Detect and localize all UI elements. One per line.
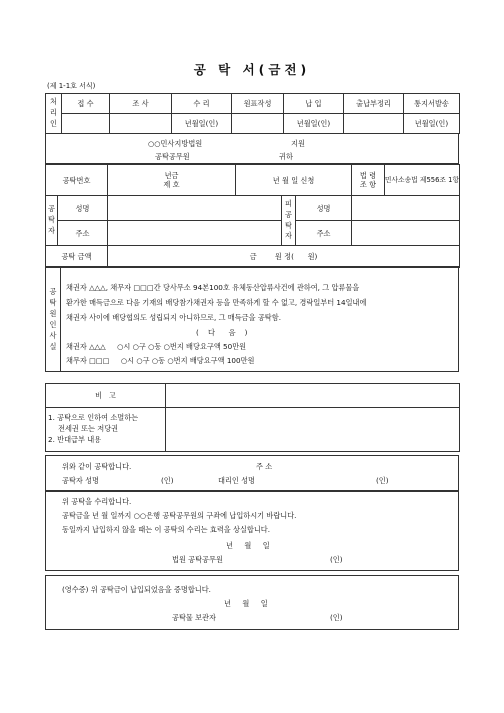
law-article-value: 민사소송법 제556조 1항 [384, 175, 460, 184]
acceptance-officer: 법원 공탁공무원 [172, 555, 223, 564]
depositor-address-label: 주소 [58, 221, 108, 246]
depositee-name-value [352, 196, 460, 221]
cause-line-2: 환가한 매득금으로 다음 기재의 배당참가채권자 등을 만족하게 할 수 없고, 경락일부터 14일내에 [66, 298, 367, 307]
processor-label: 처 리 인 [46, 94, 62, 134]
remarks-label: 비 고 [46, 384, 166, 408]
deposit-number-label: 공탁번호 [46, 165, 108, 196]
addressee-block [45, 133, 459, 164]
col-accept: 수 리 [172, 94, 232, 114]
acceptance-line-3: 동일까지 납입하지 않을 때는 이 공탁의 수리는 효력을 상실합니다. [62, 525, 271, 534]
acceptance-line-2: 공탁금을 년 월 일까지 ○○은행 공탁공무원의 구좌에 납입하시기 바랍니다. [62, 511, 297, 520]
agent-sign-label: 대리인 성명 [218, 476, 256, 485]
acceptance-seal: (인) [330, 555, 343, 564]
amount-value: 금 원 정( 원) [108, 246, 460, 268]
law-article-label: 법 령 조 항 [352, 165, 385, 195]
main-table [45, 164, 460, 268]
depositee-name-label: 성명 [296, 196, 352, 221]
remarks-value [166, 384, 460, 408]
acceptance-line-1: 위 공탁을 수리합니다. [62, 497, 132, 506]
application-date: 년 월 일 신청 [236, 165, 352, 196]
remarks-items [46, 408, 166, 452]
cause-line-6: 채무자 □□□ ○시 ○구 ○동 ○번지 배당요구액 100만원 [66, 356, 255, 365]
remarks-item-2: 2. 반대급부 내용 [48, 434, 102, 444]
cause-line-3: 채권자 사이에 배당협의도 성립되지 아니하므로, 그 매득금을 공탁함. [66, 313, 281, 322]
honorific: 귀하 [279, 152, 293, 161]
depositor-address-value [108, 221, 282, 246]
cause-block [45, 266, 459, 372]
col-payment: 납 입 [284, 94, 344, 114]
remarks-table [45, 383, 460, 452]
form-number: (제 1-1호 서식) [47, 82, 96, 90]
address-label: 주 소 [256, 462, 273, 471]
depositor-sign-label: 공탁자 성명 [62, 476, 100, 485]
remarks-item-1: 1. 공탁으로 인하여 소멸하는 [48, 413, 139, 423]
notice-date: 년월일(인) [404, 114, 460, 134]
agent-seal: (인) [376, 476, 389, 485]
declaration-line: 위와 같이 공탁합니다. [62, 462, 132, 471]
depositee-address-label: 주소 [296, 221, 352, 246]
amount-label: 공탁 금액 [46, 246, 108, 268]
col-review: 조 사 [110, 94, 172, 114]
depositee-label: 피 공 탁 자 [282, 196, 296, 246]
depositor-seal: (인) [161, 476, 174, 485]
cause-line-5: 채권자 △△△ ○시 ○구 ○동 ○번지 배당요구액 50만원 [66, 342, 247, 351]
col-notice: 통지서발송 [404, 94, 460, 114]
col-ledger: 원표작성 [232, 94, 284, 114]
page-title: 공 탁 서(금전) [193, 62, 311, 77]
col-receipt: 접 수 [62, 94, 110, 114]
processing-table [45, 93, 460, 134]
deposit-year: 년금 제 호 [108, 165, 236, 196]
receipt-date: 년 월 일 [224, 599, 268, 608]
receipt-keeper: 공탁물 보관자 [172, 613, 216, 622]
receipt-line: (영수증) 위 공탁금이 납입되었음을 증명합니다. [62, 585, 211, 594]
branch-court: 지원 [291, 139, 305, 148]
col-cashbook: 출납부정리 [344, 94, 404, 114]
accept-date: 년월일(인) [172, 114, 232, 134]
receipt-block [45, 575, 459, 630]
depositor-name-value [108, 196, 282, 221]
declaration-block [45, 455, 459, 491]
depositor-name-label: 성명 [58, 196, 108, 221]
acceptance-date: 년 월 일 [226, 541, 270, 550]
officer-title: 공탁공무원 [155, 152, 190, 161]
acceptance-block [45, 491, 459, 571]
depositor-label: 공 탁 자 [46, 196, 58, 246]
remarks-item-1b: 전세권 또는 저당권 [58, 424, 119, 434]
cause-label: 공 탁 원 인 사 실 [46, 267, 61, 371]
cause-line-4: ( 다 음 ) [196, 328, 248, 337]
payment-date: 년월일(인) [284, 114, 344, 134]
court-name: ○○민사지방법원 [148, 139, 203, 148]
depositee-address-value [352, 221, 460, 246]
receipt-seal: (인) [330, 613, 343, 622]
cause-line-1: 채권자 △△△, 채무자 □□□간 당사무소 94본100호 유체동산압류사건에 관하여, 그 압류물을 [66, 283, 360, 292]
